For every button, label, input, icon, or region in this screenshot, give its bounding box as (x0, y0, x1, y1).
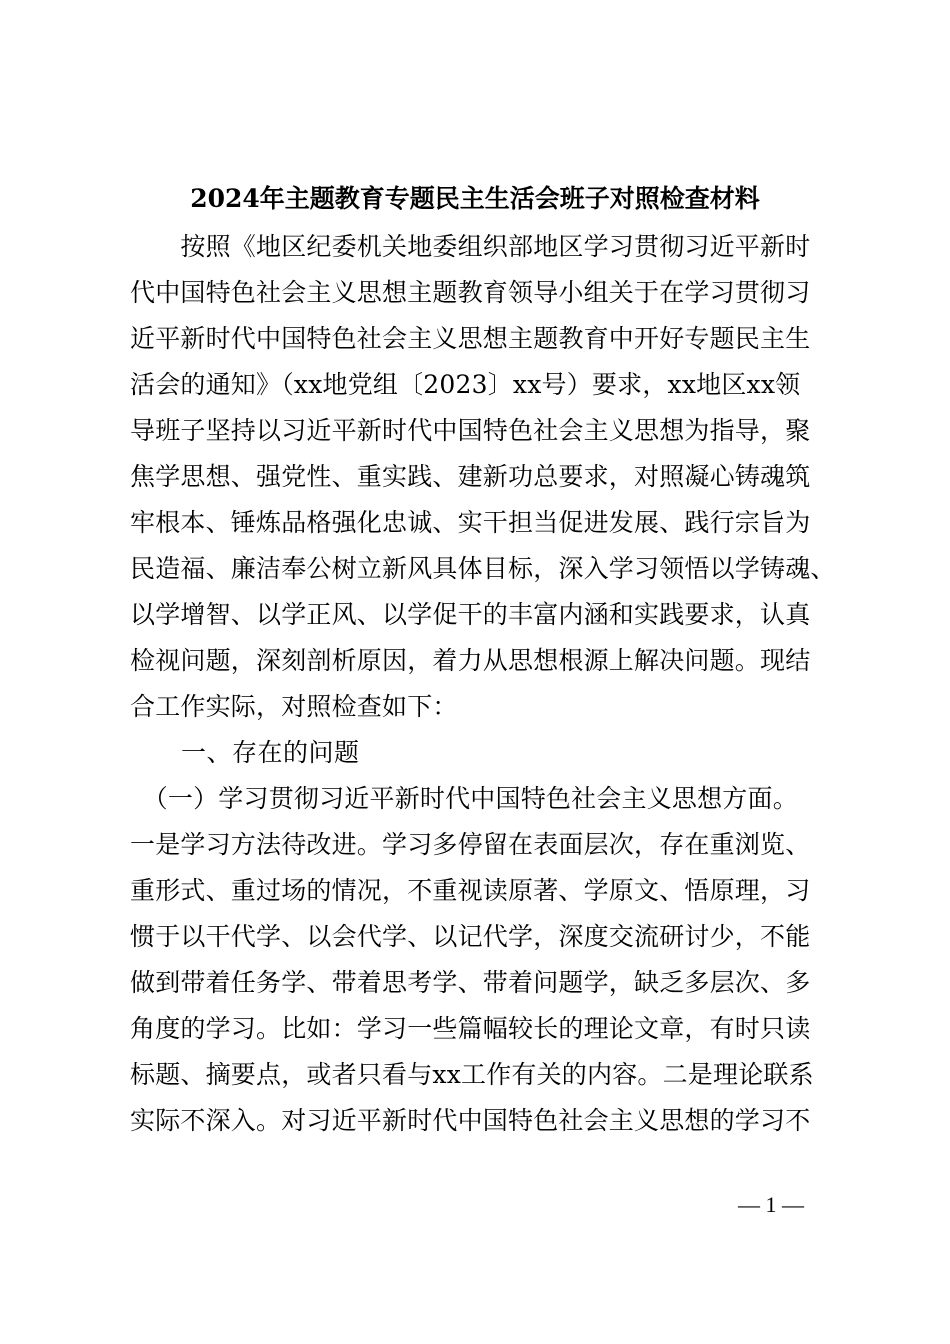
body-line: 一是学习方法待改进。学习多停留在表面层次，存在重浏览、 (130, 830, 811, 859)
body-line: 做到带着任务学、带着思考学、带着问题学，缺乏多层次、多 (130, 968, 811, 997)
document-title: 2024年主题教育专题民主生活会班子对照检查材料 (190, 184, 760, 213)
body-line: 焦学思想、强党性、重实践、建新功总要求，对照凝心铸魂筑 (130, 462, 811, 491)
body-line: 民造福、廉洁奉公树立新风具体目标，深入学习领悟以学铸魂、 (130, 554, 836, 583)
body-line: 惯于以干代学、以会代学、以记代学，深度交流研讨少，不能 (130, 922, 811, 951)
body-line: 导班子坚持以习近平新时代中国特色社会主义思想为指导，聚 (130, 416, 811, 445)
body-line: 代中国特色社会主义思想主题教育领导小组关于在学习贯彻习 (130, 278, 811, 307)
body-line: 实际不深入。对习近平新时代中国特色社会主义思想的学习不 (130, 1106, 811, 1135)
body-line: 以学增智、以学正风、以学促干的丰富内涵和实践要求，认真 (130, 600, 811, 629)
page-number: — 1 — (738, 1192, 804, 1217)
body-line: 按照《地区纪委机关地委组织部地区学习贯彻习近平新时 (130, 232, 811, 261)
body-line: 重形式、重过场的情况，不重视读原著、学原文、悟原理，习 (130, 876, 811, 905)
body-line: 活会的通知》（xx地党组〔2023〕xx号）要求，xx地区xx领 (130, 370, 801, 399)
body-line: 检视问题，深刻剖析原因，着力从思想根源上解决问题。现结 (130, 646, 811, 675)
body-line: 角度的学习。比如：学习一些篇幅较长的理论文章，有时只读 (130, 1014, 811, 1043)
body-line: 近平新时代中国特色社会主义思想主题教育中开好专题民主生 (130, 324, 811, 353)
body-line: 牢根本、锤炼品格强化忠诚、实干担当促进发展、践行宗旨为 (130, 508, 811, 537)
body-line: 标题、摘要点，或者只看与xx工作有关的内容。二是理论联系 (130, 1060, 814, 1089)
section-heading: 一、存在的问题 (130, 738, 360, 767)
body-line: 合工作实际，对照检查如下： (130, 692, 458, 721)
subsection-heading: （一）学习贯彻习近平新时代中国特色社会主义思想方面。 (130, 784, 798, 813)
